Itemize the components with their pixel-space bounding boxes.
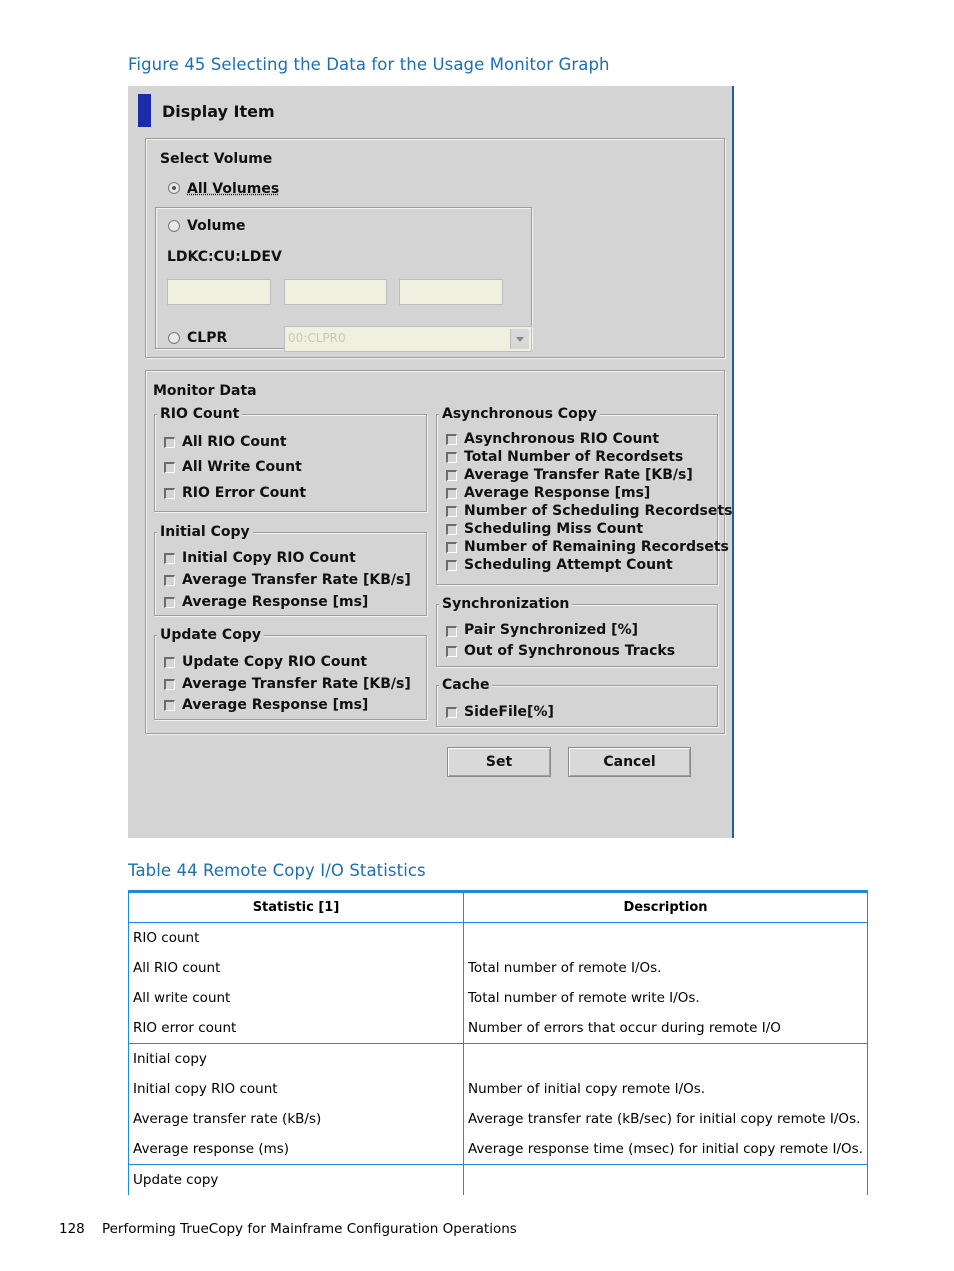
checkbox[interactable]	[446, 434, 457, 445]
cancel-button[interactable]: Cancel	[568, 747, 691, 777]
table-row	[129, 1074, 868, 1104]
checkbox-label[interactable]: Average Response [ms]	[182, 594, 369, 610]
checkbox[interactable]	[164, 553, 175, 564]
volume-label[interactable]: Volume	[187, 218, 246, 234]
checkbox[interactable]	[446, 707, 457, 718]
checkbox-label[interactable]: Number of Scheduling Recordsets	[464, 503, 733, 519]
checkbox[interactable]	[446, 626, 457, 637]
description-cell: Number of initial copy remote I/Os.	[463, 1074, 867, 1104]
display-item-dialog	[128, 86, 734, 838]
checkbox[interactable]	[446, 470, 457, 481]
checkbox[interactable]	[164, 657, 175, 668]
checkbox-label[interactable]: Initial Copy RIO Count	[182, 550, 356, 566]
page-number: 128	[59, 1221, 85, 1237]
statistic-cell: RIO count	[129, 923, 464, 954]
checkbox-label[interactable]: Scheduling Miss Count	[464, 521, 644, 537]
figure-title: Figure 45 Selecting the Data for the Usage Monitor Graph	[128, 55, 610, 74]
table-row	[129, 1044, 868, 1075]
checkbox-label[interactable]: Average Response [ms]	[182, 697, 369, 713]
checkbox[interactable]	[164, 679, 175, 690]
column-header: Description	[463, 892, 867, 923]
checkbox[interactable]	[164, 700, 175, 711]
column-header: Statistic [1]	[129, 892, 464, 923]
synchronization-legend: Synchronization	[439, 596, 572, 612]
clpr-select-value: 00:CLPR0	[288, 331, 346, 345]
statistic-cell: All write count	[129, 983, 464, 1013]
checkbox-label[interactable]: Number of Remaining Recordsets	[464, 539, 729, 555]
statistic-cell: Update copy	[129, 1165, 464, 1196]
clpr-radio[interactable]	[168, 332, 180, 344]
statistic-cell: RIO error count	[129, 1013, 464, 1044]
checkbox[interactable]	[446, 560, 457, 571]
all-volumes-label[interactable]: All Volumes	[187, 181, 280, 197]
table-row	[129, 1104, 868, 1134]
description-cell	[463, 1165, 867, 1196]
checkbox-label[interactable]: Scheduling Attempt Count	[464, 557, 673, 573]
initial-copy-legend: Initial Copy	[157, 524, 253, 540]
table-row	[129, 1165, 868, 1196]
checkbox[interactable]	[446, 452, 457, 463]
table-row	[129, 1134, 868, 1165]
description-cell	[463, 923, 867, 954]
description-cell: Average transfer rate (kB/sec) for initial copy remote I/Os.	[463, 1104, 867, 1134]
clpr-select[interactable]	[284, 326, 532, 352]
checkbox-label[interactable]: Total Number of Recordsets	[464, 449, 684, 465]
cache-legend: Cache	[439, 677, 492, 693]
checkbox-label[interactable]: Update Copy RIO Count	[182, 654, 368, 670]
table-header-row	[129, 892, 868, 923]
checkbox[interactable]	[446, 542, 457, 553]
clpr-label[interactable]: CLPR	[187, 330, 228, 346]
chevron-down-icon[interactable]	[510, 329, 529, 349]
ldkc-input[interactable]	[167, 279, 271, 305]
title-accent-bar	[138, 94, 151, 127]
checkbox-label[interactable]: All RIO Count	[182, 434, 287, 450]
ldev-label: LDKC:CU:LDEV	[167, 249, 282, 265]
checkbox[interactable]	[446, 506, 457, 517]
checkbox-label[interactable]: Average Transfer Rate [KB/s]	[182, 676, 411, 692]
checkbox-label[interactable]: SideFile[%]	[464, 704, 554, 720]
statistic-cell: Initial copy	[129, 1044, 464, 1075]
table-row	[129, 953, 868, 983]
statistic-cell: Average transfer rate (kB/s)	[129, 1104, 464, 1134]
checkbox[interactable]	[164, 488, 175, 499]
table-title: Table 44 Remote Copy I/O Statistics	[128, 861, 426, 880]
statistic-cell: Initial copy RIO count	[129, 1074, 464, 1104]
checkbox-label[interactable]: Asynchronous RIO Count	[464, 431, 660, 447]
statistic-cell: Average response (ms)	[129, 1134, 464, 1165]
update-copy-legend: Update Copy	[157, 627, 264, 643]
table-row	[129, 923, 868, 954]
volume-radio[interactable]	[168, 220, 180, 232]
checkbox[interactable]	[164, 462, 175, 473]
ldev-input[interactable]	[399, 279, 503, 305]
dialog-title: Display Item	[162, 102, 275, 121]
checkbox-label[interactable]: Pair Synchronized [%]	[464, 622, 639, 638]
checkbox[interactable]	[164, 597, 175, 608]
checkbox-label[interactable]: Average Transfer Rate [KB/s]	[182, 572, 411, 588]
checkbox-label[interactable]: All Write Count	[182, 459, 302, 475]
async-copy-legend: Asynchronous Copy	[439, 406, 600, 422]
select-volume-legend: Select Volume	[160, 151, 273, 167]
checkbox[interactable]	[164, 437, 175, 448]
description-cell: Number of errors that occur during remote I/O	[463, 1013, 867, 1044]
description-cell: Total number of remote I/Os.	[463, 953, 867, 983]
checkbox-label[interactable]: Average Transfer Rate [KB/s]	[464, 467, 693, 483]
footer-text: Performing TrueCopy for Mainframe Configuration Operations	[101, 1221, 517, 1237]
table-row	[129, 983, 868, 1013]
cu-input[interactable]	[284, 279, 387, 305]
checkbox-label[interactable]: Average Response [ms]	[464, 485, 651, 501]
checkbox[interactable]	[446, 646, 457, 657]
table-row	[129, 1013, 868, 1044]
description-cell: Average response time (msec) for initial copy remote I/Os.	[463, 1134, 867, 1165]
checkbox[interactable]	[164, 575, 175, 586]
set-button[interactable]: Set	[447, 747, 551, 777]
rio-count-legend: RIO Count	[157, 406, 242, 422]
checkbox[interactable]	[446, 524, 457, 535]
remote-copy-statistics-table	[128, 890, 868, 1195]
statistic-cell: All RIO count	[129, 953, 464, 983]
description-cell: Total number of remote write I/Os.	[463, 983, 867, 1013]
monitor-data-legend: Monitor Data	[153, 383, 257, 399]
checkbox-label[interactable]: Out of Synchronous Tracks	[464, 643, 676, 659]
checkbox[interactable]	[446, 488, 457, 499]
description-cell	[463, 1044, 867, 1075]
page-footer	[59, 1221, 517, 1237]
all-volumes-radio[interactable]	[168, 182, 180, 194]
checkbox-label[interactable]: RIO Error Count	[182, 485, 307, 501]
